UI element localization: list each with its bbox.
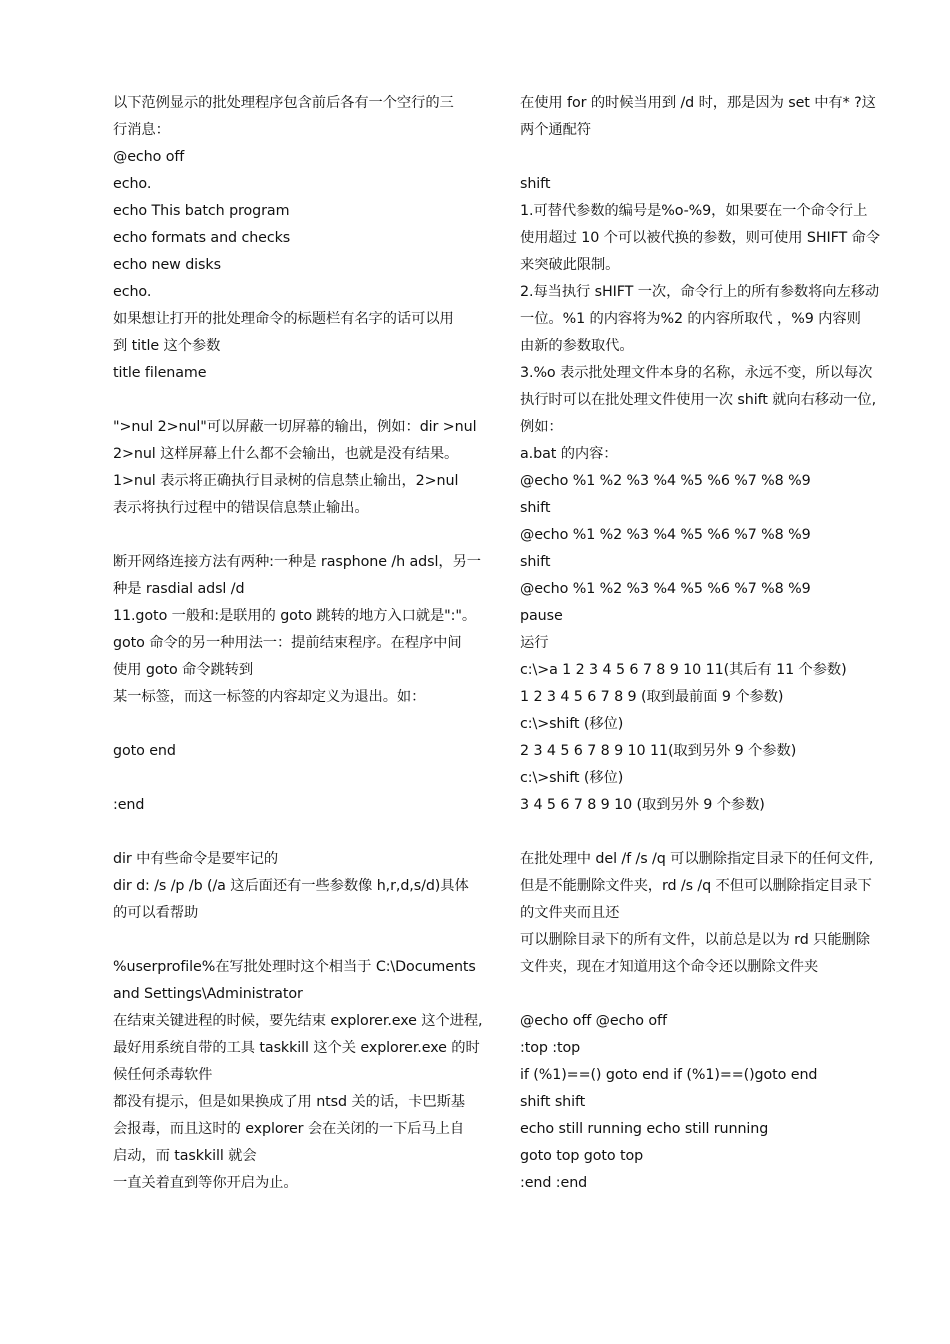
text-line: 启动，而 taskkill 就会 — [113, 1148, 257, 1164]
blank-line — [113, 819, 495, 846]
text-line: 行消息： — [113, 122, 170, 138]
text-line: 文件夹，现在才知道用这个命令还以删除文件夹 — [520, 959, 819, 975]
text-line: echo formats and checks — [113, 230, 291, 246]
text-line: dir d: /s /p /b (/a 这后面还有一些参数像 h,r,d,s/d)具体 — [113, 878, 469, 894]
text-line: 最好用系统自带的工具 taskkill 这个关 explorer.exe 的时 — [113, 1040, 480, 1056]
text-line: 来突破此限制。 — [520, 257, 620, 273]
text-line: shift — [520, 176, 551, 192]
blank-line — [113, 522, 495, 549]
text-line: @echo off @echo off — [520, 1013, 667, 1029]
text-line: 运行 — [520, 635, 549, 651]
text-line: 使用超过 10 个可以被代换的参数，则可使用 SHIFT 命令 — [520, 230, 880, 246]
text-line: 由新的参数取代。 — [520, 338, 634, 354]
text-line: 到 title 这个参数 — [113, 338, 221, 354]
text-line: 以下范例显示的批处理程序包含前后各有一个空行的三 — [113, 95, 454, 111]
blank-line — [113, 765, 495, 792]
text-line: echo This batch program — [113, 203, 290, 219]
text-line: 断开网络连接方法有两种:一种是 rasphone /h adsl，另一 — [113, 554, 481, 570]
text-line: 但是不能删除文件夹，rd /s /q 不但可以删除指定目录下 — [520, 878, 872, 894]
text-line: 候任何杀毒软件 — [113, 1067, 213, 1083]
blank-line — [520, 144, 898, 171]
text-line: 两个通配符 — [520, 122, 591, 138]
text-line: 种是 rasdial adsl /d — [113, 581, 245, 597]
text-line: 如果想让打开的批处理命令的标题栏有名字的话可以用 — [113, 311, 454, 327]
text-line: a.bat 的内容： — [520, 446, 618, 462]
text-line: 的文件夹而且还 — [520, 905, 620, 921]
blank-line — [113, 927, 495, 954]
text-line: 2.每当执行 sHIFT 一次，命令行上的所有参数将向左移动 — [520, 284, 880, 300]
text-line: 在使用 for 的时候当用到 /d 时，那是因为 set 中有* ?这 — [520, 95, 876, 111]
text-line: pause — [520, 608, 563, 624]
text-line: 11.goto 一般和:是联用的 goto 跳转的地方入口就是":"。 — [113, 608, 477, 624]
blank-line — [520, 819, 898, 846]
text-line: c:\>a 1 2 3 4 5 6 7 8 9 10 11(其后有 11 个参数) — [520, 662, 847, 678]
text-line: 的可以看帮助 — [113, 905, 199, 921]
text-line: :end :end — [520, 1175, 588, 1191]
text-line: title filename — [113, 365, 207, 381]
text-line: 2 3 4 5 6 7 8 9 10 11(取到另外 9 个参数) — [520, 743, 797, 759]
blank-line — [113, 387, 495, 414]
text-line: @echo %1 %2 %3 %4 %5 %6 %7 %8 %9 — [520, 527, 811, 543]
text-line: goto end — [113, 743, 176, 759]
blank-line — [113, 711, 495, 738]
text-line: if (%1)==() goto end if (%1)==()goto end — [520, 1067, 818, 1083]
left-column — [113, 90, 495, 1197]
text-line: @echo off — [113, 149, 185, 165]
text-line: shift — [520, 554, 551, 570]
text-line: 3.%o 表示批处理文件本身的名称，永远不变，所以每次 — [520, 365, 873, 381]
text-line: 3 4 5 6 7 8 9 10 (取到另外 9 个参数) — [520, 797, 765, 813]
text-line: :top :top — [520, 1040, 581, 1056]
text-line: @echo %1 %2 %3 %4 %5 %6 %7 %8 %9 — [520, 581, 811, 597]
text-line: :end — [113, 797, 145, 813]
text-line: 在结束关键进程的时候，要先结束 explorer.exe 这个进程, — [113, 1013, 483, 1029]
text-line: echo still running echo still running — [520, 1121, 769, 1137]
text-line: 例如： — [520, 419, 563, 435]
text-line: @echo %1 %2 %3 %4 %5 %6 %7 %8 %9 — [520, 473, 811, 489]
text-line: %userprofile%在写批处理时这个相当于 C:\Documents — [113, 959, 476, 975]
text-line: ">nul 2>nul"可以屏蔽一切屏幕的输出，例如：dir >nul — [113, 419, 477, 435]
text-line: 某一标签，而这一标签的内容却定义为退出。如： — [113, 689, 426, 705]
right-column — [520, 90, 898, 1197]
text-line: 一直关着直到等你开启为止。 — [113, 1175, 298, 1191]
text-line: shift shift — [520, 1094, 586, 1110]
text-line: shift — [520, 500, 551, 516]
text-line: 可以删除目录下的所有文件，以前总是以为 rd 只能删除 — [520, 932, 870, 948]
blank-line — [520, 981, 898, 1008]
text-line: 一位。%1 的内容将为%2 的内容所取代 ，%9 内容则 — [520, 311, 861, 327]
text-line: 执行时可以在批处理文件使用一次 shift 就向右移动一位, — [520, 392, 877, 408]
text-line: goto top goto top — [520, 1148, 644, 1164]
text-line: 表示将执行过程中的错误信息禁止输出。 — [113, 500, 369, 516]
text-line: 在批处理中 del /f /s /q 可以删除指定目录下的任何文件, — [520, 851, 874, 867]
text-line: echo. — [113, 176, 152, 192]
text-line: echo new disks — [113, 257, 221, 273]
text-line: 都没有提示，但是如果换成了用 ntsd 关的话，卡巴斯基 — [113, 1094, 466, 1110]
text-line: 使用 goto 命令跳转到 — [113, 662, 254, 678]
text-line: c:\>shift (移位) — [520, 716, 624, 732]
text-line: 1>nul 表示将正确执行目录树的信息禁止输出，2>nul — [113, 473, 459, 489]
text-line: goto 命令的另一种用法一：提前结束程序。在程序中间 — [113, 635, 462, 651]
text-line: 1 2 3 4 5 6 7 8 9 (取到最前面 9 个参数) — [520, 689, 784, 705]
text-line: c:\>shift (移位) — [520, 770, 624, 786]
text-line: dir 中有些命令是要牢记的 — [113, 851, 279, 867]
text-line: echo. — [113, 284, 152, 300]
text-line: 2>nul 这样屏幕上什么都不会输出，也就是没有结果。 — [113, 446, 459, 462]
text-line: and Settings\Administrator — [113, 986, 303, 1002]
text-line: 1.可替代参数的编号是%o-%9，如果要在一个命令行上 — [520, 203, 868, 219]
text-line: 会报毒，而且这时的 explorer 会在关闭的一下后马上自 — [113, 1121, 465, 1137]
